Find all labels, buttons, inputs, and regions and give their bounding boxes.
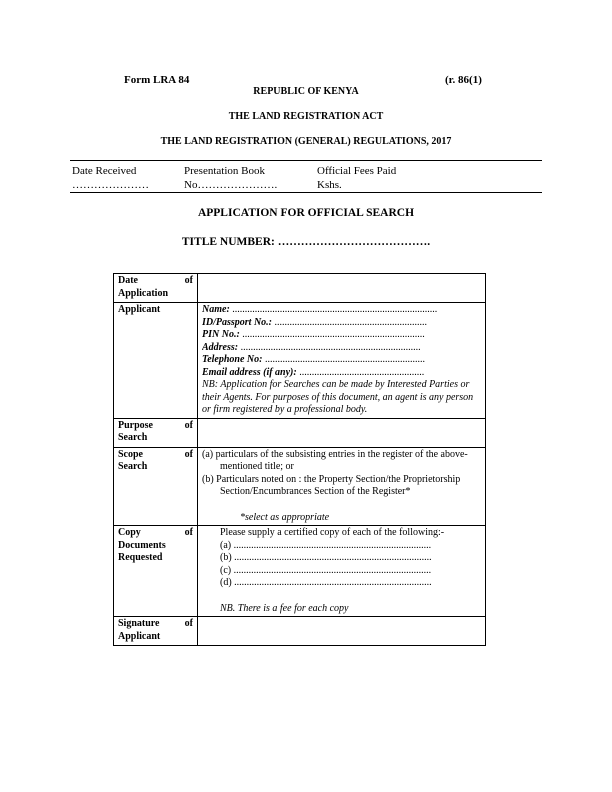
select-note: *select as appropriate	[240, 511, 330, 523]
date-of-application-label: Date of Application	[114, 274, 198, 303]
form-title: APPLICATION FOR OFFICIAL SEARCH	[197, 207, 415, 219]
date-received-dots: …………………	[72, 179, 149, 191]
email-field[interactable]: Email address (if any): ..................................................	[202, 366, 425, 378]
agent-note: NB: Application for Searches can be made by Interested Parties or their Agents. For purposes of this document, an agent is any person or firm registered by a professional body.	[202, 379, 474, 415]
copy-line-b[interactable]: (b) ...............................................................................	[220, 552, 432, 563]
regulations-heading: THE LAND REGISTRATION (GENERAL) REGULATIONS, 2017	[160, 136, 452, 147]
purpose-of-search-field[interactable]	[198, 418, 486, 447]
name-field[interactable]: Name: ..................................................................................	[202, 304, 438, 315]
copy-line-c[interactable]: (c) ...............................................................................	[220, 564, 432, 576]
scope-of-search-label: Scope of Search	[114, 447, 198, 526]
divider-top	[70, 160, 542, 161]
id-passport-field[interactable]: ID/Passport No.: .............................................................	[202, 316, 428, 328]
signature-field[interactable]	[198, 617, 486, 646]
applicant-label: Applicant	[114, 303, 198, 419]
presentation-book-label: Presentation Book	[184, 165, 265, 177]
table-row-copy	[114, 526, 486, 617]
applicant-details	[198, 303, 486, 419]
date-received-block	[72, 164, 149, 192]
telephone-field[interactable]: Telephone No: ................................................................	[202, 354, 425, 365]
table-row-scope	[114, 447, 486, 526]
pin-field[interactable]: PIN No.: .........................................................................	[202, 329, 425, 340]
copy-line-a[interactable]: (a) ...............................................................................	[220, 539, 432, 551]
copy-intro: Please supply a certified copy of each of the following:-	[220, 527, 445, 538]
form-number: Form LRA 84	[124, 74, 190, 86]
signature-label: Signature of Applicant	[114, 617, 198, 646]
table-row-applicant	[114, 303, 486, 419]
application-table	[113, 273, 486, 646]
date-of-application-field[interactable]	[198, 274, 486, 303]
rule-reference: (r. 86(1)	[445, 74, 482, 86]
table-row-signature	[114, 617, 486, 646]
address-field[interactable]: Address: ........................................................................	[202, 341, 421, 353]
copy-fee-note: NB. There is a fee for each copy	[220, 602, 349, 614]
scope-of-search-options	[198, 447, 486, 526]
republic-heading: REPUBLIC OF KENYA	[253, 86, 359, 97]
presentation-book-block	[184, 164, 277, 192]
table-row-date	[114, 274, 486, 303]
scope-option-a[interactable]: (a) particulars of the subsisting entries in the register of the above-mentioned title; or	[202, 448, 468, 472]
act-heading: THE LAND REGISTRATION ACT	[228, 111, 384, 122]
official-fees-kshs: Kshs.	[317, 179, 342, 191]
official-fees-label: Official Fees Paid	[317, 165, 397, 177]
copy-line-d[interactable]: (d) ...............................................................................	[220, 577, 432, 588]
copy-documents-details	[198, 526, 486, 617]
official-fees-block	[317, 164, 396, 192]
copy-documents-label: Copy of Documents Requested	[114, 526, 198, 617]
divider-bottom	[70, 192, 542, 193]
date-received-label: Date Received	[72, 165, 137, 177]
scope-option-b[interactable]: (b) Particulars noted on : the Property Section/the Proprietorship Section/Encumbrances Section of the Register*	[202, 473, 461, 497]
title-number: TITLE NUMBER: ………………………………….	[181, 236, 431, 248]
presentation-book-no: No………………….	[184, 179, 278, 191]
purpose-of-search-label: Purpose of Search	[114, 418, 198, 447]
table-row-purpose	[114, 418, 486, 447]
